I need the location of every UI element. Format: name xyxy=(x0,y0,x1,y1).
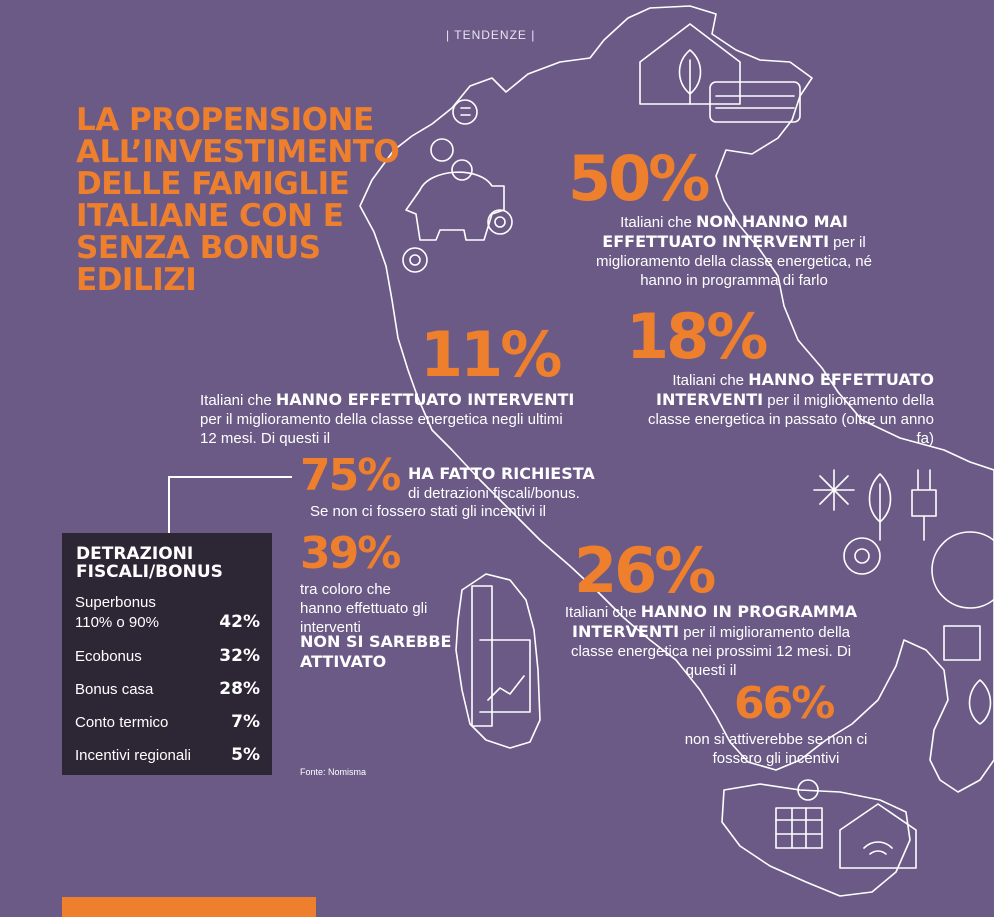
stat-18-text xyxy=(636,370,934,448)
stat-18-bold: HANNO EFFETTUATO INTERVENTI xyxy=(656,370,934,409)
stat-26-pre: Italiani che xyxy=(564,604,641,621)
bottom-accent-bar xyxy=(62,897,316,917)
stat-26-text xyxy=(556,602,866,680)
stat-18-post: per il miglioramento della classe energetica in passato (oltre un anno fa) xyxy=(647,392,934,447)
stat-26-post: per il miglioramento della classe energetica nei prossimi 12 mesi. Di questi il xyxy=(570,624,852,679)
stat-50-post: per il miglioramento della classe energetica, né hanno in programma di farlo xyxy=(596,234,872,289)
stat-50-text xyxy=(574,212,894,290)
stat-75-bold: HA FATTO RICHIESTA xyxy=(408,464,595,483)
stat-26-value: 26% xyxy=(574,534,714,607)
detrazioni-row-label: Bonus casa xyxy=(75,681,154,698)
detrazioni-row-label: Incentivi regionali xyxy=(75,747,191,764)
connector-line-horizontal xyxy=(168,476,292,478)
stat-66-value: 66% xyxy=(734,678,834,729)
stat-26-bold: HANNO IN PROGRAMMA INTERVENTI xyxy=(572,602,858,641)
section-label: | TENDENZE | xyxy=(446,28,536,42)
stat-39-bold: NON SI SAREBBE ATTIVATO xyxy=(300,632,452,671)
detrazioni-row-value: 42% xyxy=(219,612,260,632)
detrazioni-row-value: 7% xyxy=(231,712,260,732)
stat-75-line2: di detrazioni fiscali/bonus. xyxy=(408,485,580,502)
stat-11-text xyxy=(200,390,580,448)
source-note: Fonte: Nomisma xyxy=(300,767,367,777)
stat-18-value: 18% xyxy=(626,300,766,373)
stat-11-value: 11% xyxy=(420,318,560,391)
detrazioni-row-label: Superbonus 110% o 90% xyxy=(75,594,159,631)
detrazioni-row-label: Conto termico xyxy=(75,714,169,731)
detrazioni-row-value: 32% xyxy=(219,646,260,666)
stat-75-line3: Se non ci fossero stati gli incentivi il xyxy=(310,503,546,520)
stat-39-text: tra coloro che hanno effettuato gli interventi xyxy=(300,581,428,636)
detrazioni-row-value: 5% xyxy=(231,745,260,765)
stat-11-bold: HANNO EFFETTUATO INTERVENTI xyxy=(275,390,575,409)
stat-50-value: 50% xyxy=(568,142,708,215)
detrazioni-row-label: Ecobonus xyxy=(75,648,142,665)
stat-18-pre: Italiani che xyxy=(672,372,749,389)
stat-50-pre: Italiani che xyxy=(620,214,696,231)
stat-75-bold-wrap xyxy=(408,464,668,484)
sicily-outline xyxy=(722,784,910,896)
stat-39-value: 39% xyxy=(300,528,400,579)
connector-line-vertical xyxy=(168,476,170,534)
stat-11-pre: Italiani che xyxy=(200,392,276,409)
stat-39-bold-wrap xyxy=(300,632,480,672)
stat-66-text: non si attiverebbe se non ci fossero gli incentivi xyxy=(684,731,868,767)
detrazioni-row-value: 28% xyxy=(219,679,260,699)
stat-75-value: 75% xyxy=(300,450,400,501)
page-title: LA PROPENSIONE ALL’INVESTIMENTO DELLE FAMIGLIE ITALIANE CON E SENZA BONUS EDILIZI xyxy=(76,102,400,298)
stat-11-post: per il miglioramento della classe energetica negli ultimi 12 mesi. Di questi il xyxy=(200,411,563,447)
stat-50-bold: NON HANNO MAI EFFETTUATO INTERVENTI xyxy=(602,212,848,251)
detrazioni-title: DETRAZIONI FISCALI/BONUS xyxy=(76,544,223,582)
